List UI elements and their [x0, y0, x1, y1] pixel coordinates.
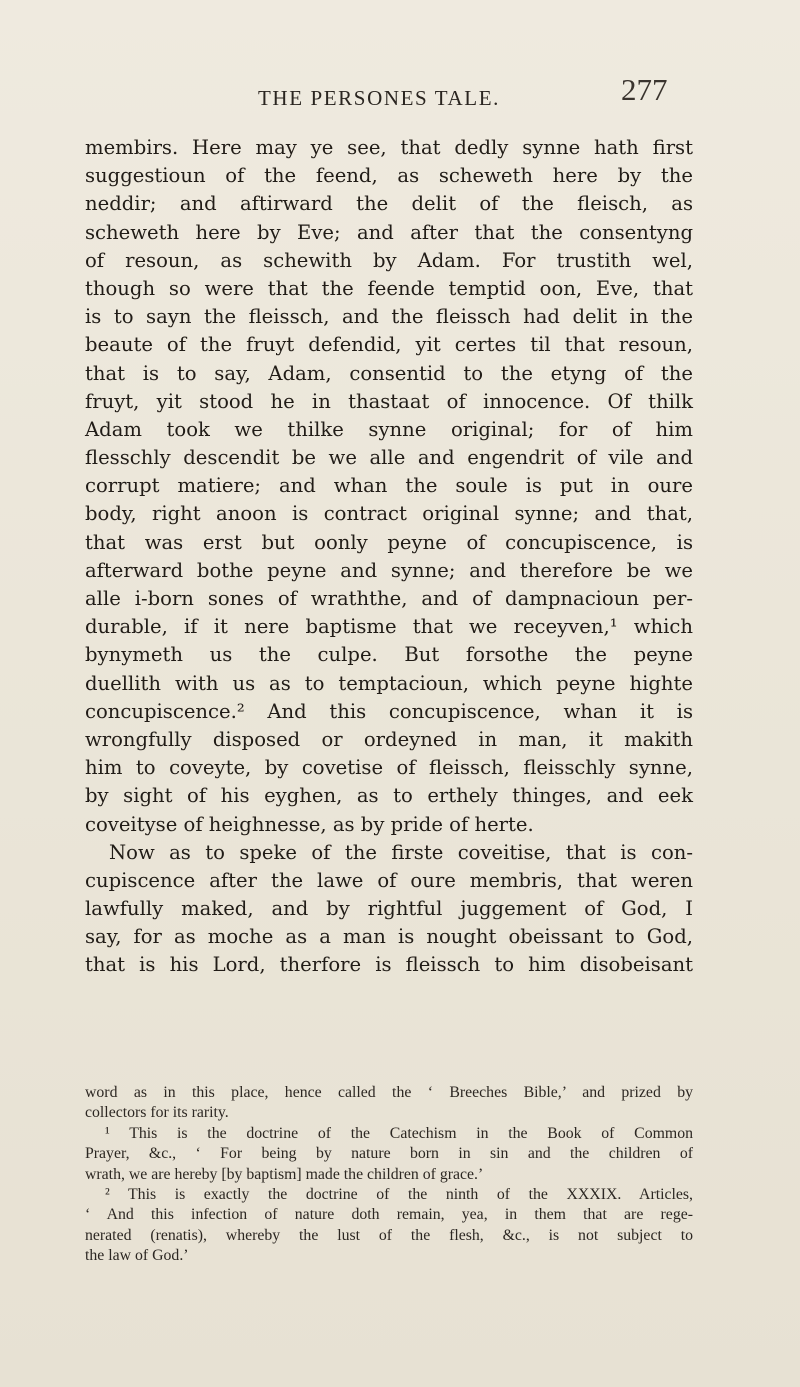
body-line: flesschly descendit be we alle and engendrit of vile and: [85, 446, 693, 470]
footnote-line: collectors for its rarity.: [85, 1104, 229, 1122]
body-line: alle i-born sones of wraththe, and of dampnacioun per-: [85, 587, 693, 610]
body-text: [85, 134, 693, 980]
body-line: corrupt matiere; and whan the soule is put in oure: [85, 474, 693, 498]
body-line: fruyt, yit stood he in thastaat of innocence. Of thilk: [85, 389, 693, 413]
body-line: wrongfully disposed or ordeyned in man, it makith: [85, 727, 693, 751]
body-line: beaute of the fruyt defendid, yit certes til that resoun,: [85, 333, 693, 357]
body-line: neddir; and aftirward the delit of the fleisch, as: [85, 192, 693, 216]
body-line: durable, if it nere baptisme that we receyven,¹ which: [85, 615, 693, 639]
footnote-line: ‘ And this infection of nature doth remain, yea, in them that are rege-: [85, 1206, 693, 1224]
footnotes: [85, 1083, 693, 1267]
body-line: bynymeth us the culpe. But forsothe the peyne: [85, 643, 693, 667]
body-line: him to coveyte, by covetise of fleissch, fleisschly synne,: [85, 756, 693, 780]
body-line: say, for as moche as a man is nought obeissant to God,: [85, 925, 693, 949]
body-line: scheweth here by Eve; and after that the consentyng: [85, 220, 693, 244]
body-line: membirs. Here may ye see, that dedly synne hath first: [85, 136, 693, 159]
body-line: afterward bothe peyne and synne; and therefore be we: [85, 558, 693, 582]
body-line: coveityse of heighnesse, as by pride of herte.: [85, 812, 534, 836]
body-line: that was erst but oonly peyne of concupiscence, is: [85, 530, 693, 554]
body-line: cupiscence after the lawe of oure membris, that weren: [85, 868, 693, 892]
body-line: lawfully maked, and by rightful juggement of God, I: [85, 897, 693, 921]
body-line: concupiscence.² And this concupiscence, whan it is: [85, 699, 693, 723]
body-line: body, right anoon is contract original synne; and that,: [85, 502, 693, 526]
footnote-line: word as in this place, hence called the ‘ Breeches Bible,’ and prized by: [85, 1084, 693, 1101]
body-line: that is to say, Adam, consentid to the etyng of the: [85, 361, 693, 385]
body-line: Now as to speke of the firste coveitise, that is con-: [109, 840, 693, 864]
body-line: by sight of his eyghen, as to erthely thinges, and eek: [85, 784, 693, 808]
footnote-line: wrath, we are hereby [by baptism] made the children of grace.’: [85, 1165, 484, 1183]
body-line: is to sayn the fleissch, and the fleissch had delit in the: [85, 305, 693, 329]
footnote-line: ¹ This is the doctrine of the Catechism in the Book of Common: [105, 1124, 693, 1142]
body-line: of resoun, as schewith by Adam. For trustith wel,: [85, 248, 693, 272]
body-line: duellith with us as to temptacioun, which peyne highte: [85, 671, 693, 695]
footnote-line: nerated (renatis), whereby the lust of the flesh, &c., is not subject to: [85, 1226, 693, 1244]
body-line: that is his Lord, therfore is fleissch to him disobeisant: [85, 953, 693, 977]
footnote-line: ² This is exactly the doctrine of the ninth of the XXXIX. Articles,: [105, 1185, 693, 1203]
body-line: though so were that the feende temptid oon, Eve, that: [85, 276, 693, 300]
running-head: THE PERSONES TALE.: [258, 86, 500, 110]
body-line: Adam took we thilke synne original; for of him: [85, 417, 693, 441]
footnote-line: Prayer, &c., ‘ For being by nature born in sin and the children of: [85, 1145, 693, 1163]
page-number: 277: [621, 72, 668, 107]
body-line: suggestioun of the feend, as scheweth here by the: [85, 164, 693, 188]
footnote-line: the law of God.’: [85, 1247, 189, 1265]
